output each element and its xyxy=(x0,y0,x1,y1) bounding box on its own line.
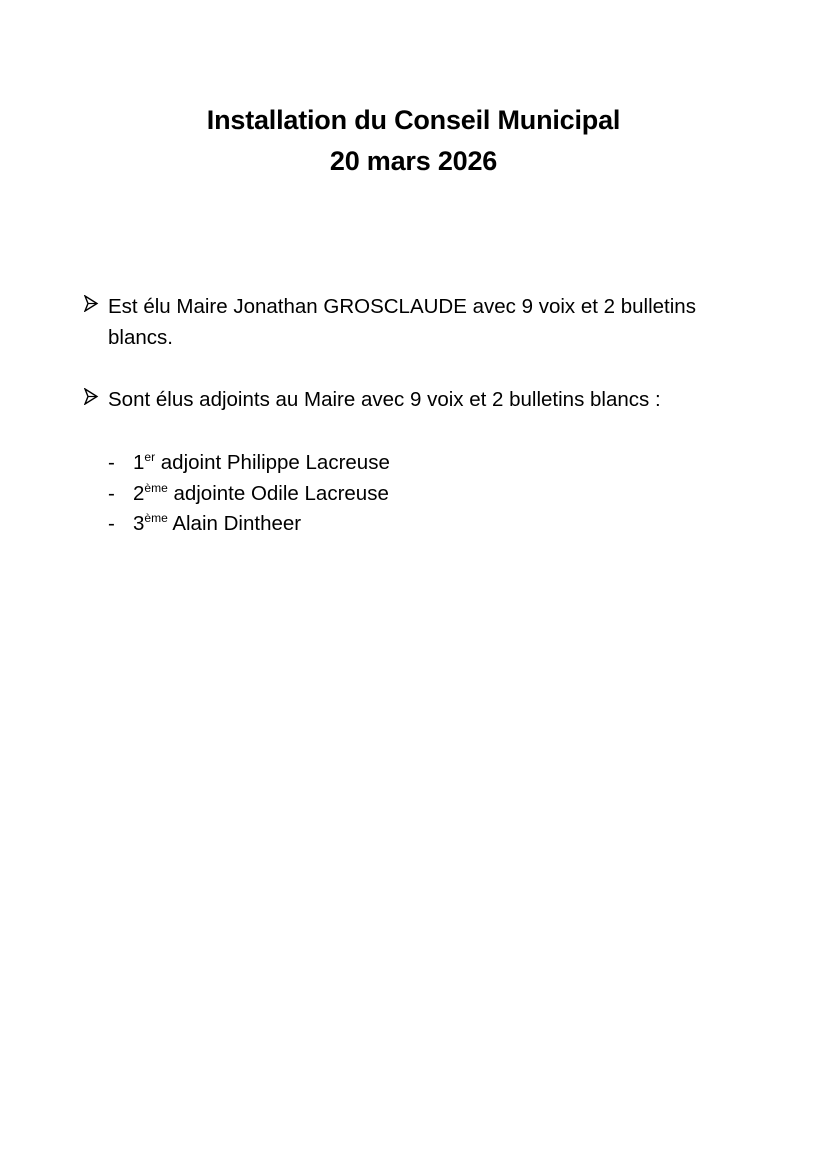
rank-suffix: ème xyxy=(144,480,168,495)
list-item xyxy=(108,479,608,510)
bullet-text: Est élu Maire Jonathan GROSCLAUDE avec 9 voix et 2 bulletins blancs. xyxy=(108,295,696,349)
bullet-item-adjoints xyxy=(84,384,744,415)
rank-number: 3 xyxy=(133,512,145,535)
bullet-item-maire xyxy=(84,291,744,353)
list-item xyxy=(108,448,608,479)
adjoint-text: Alain Dintheer xyxy=(172,512,302,535)
page-date: 20 mars 2026 xyxy=(329,146,498,176)
list-item xyxy=(108,509,608,540)
dash-bullet: - xyxy=(108,481,115,505)
rank-number: 1 xyxy=(133,451,145,474)
title-block xyxy=(0,100,827,182)
arrow-bullet-icon xyxy=(84,295,108,312)
rank-suffix: er xyxy=(144,450,156,464)
rank-number: 2 xyxy=(133,481,145,505)
page-title: Installation du Conseil Municipal xyxy=(206,105,621,135)
arrow-bullet-icon xyxy=(84,388,108,405)
dash-bullet: - xyxy=(108,451,115,474)
adjoint-text: adjointe Odile Lacreuse xyxy=(173,481,389,505)
bullet-text: Sont élus adjoints au Maire avec 9 voix et 2 bulletins blancs : xyxy=(108,388,661,411)
dash-bullet: - xyxy=(108,512,115,535)
rank-suffix: ème xyxy=(144,511,168,525)
adjoints-list xyxy=(108,448,608,540)
adjoint-text: adjoint Philippe Lacreuse xyxy=(160,451,390,474)
